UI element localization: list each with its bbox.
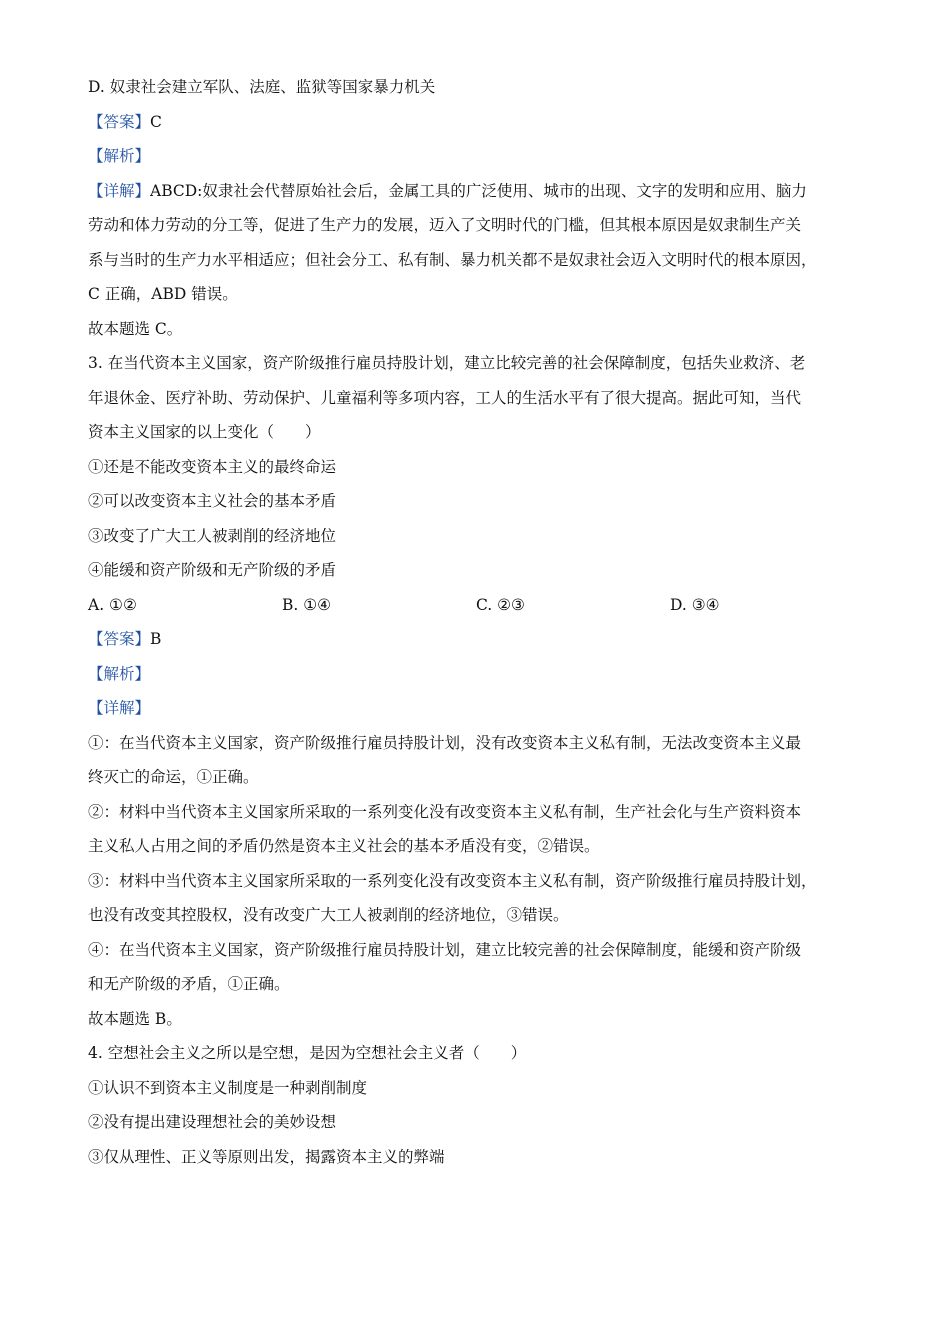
q2-detail-line: C 正确，ABD 错误。 — [88, 285, 238, 303]
q4-stem: 4. 空想社会主义之所以是空想，是因为空想社会主义者（ ） — [88, 1044, 527, 1062]
q3-option-d: D. ③④ — [670, 595, 720, 614]
q3-explanation-line: 终灭亡的命运，①正确。 — [88, 768, 259, 786]
q3-option-b: B. ①④ — [282, 595, 332, 614]
q2-detail-line: 劳动和体力劳动的分工等，促进了生产力的发展，迈入了文明时代的门槛，但其根本原因是奴隶制生产关 — [88, 216, 802, 234]
q3-explanation-line: ③：材料中当代资本主义国家所采取的一系列变化没有改变资本主义私有制，资产阶级推行雇员持股计划， — [88, 871, 817, 890]
q3-explanation-line: ②：材料中当代资本主义国家所采取的一系列变化没有改变资本主义私有制，生产社会化与生产资料资本 — [88, 802, 802, 821]
document-page — [88, 70, 868, 1174]
q2-conclusion: 故本题选 C。 — [88, 319, 183, 338]
q2-analysis-tag: 【解析】 — [88, 147, 151, 165]
answer-value: B — [150, 630, 162, 648]
q3-analysis-tag: 【解析】 — [88, 664, 151, 683]
q3-statement: ①还是不能改变资本主义的最终命运 — [88, 457, 337, 476]
q3-statement: ③改变了广大工人被剥削的经济地位 — [88, 526, 337, 545]
q3-statement: ④能缓和资产阶级和无产阶级的矛盾 — [88, 561, 337, 579]
q3-explanation-line: 也没有改变其控股权，没有改变广大工人被剥削的经济地位，③错误。 — [88, 906, 569, 924]
q2-answer — [88, 105, 868, 140]
q3-stem-line: 年退休金、医疗补助、劳动保护、儿童福利等多项内容，工人的生活水平有了很大提高。据此可知，当代 — [88, 388, 802, 407]
q3-detail-tag: 【详解】 — [88, 699, 151, 717]
detail-tag: 【详解】 — [88, 181, 151, 200]
q3-conclusion: 故本题选 B。 — [88, 1009, 182, 1028]
q3-options — [88, 588, 868, 623]
q3-explanation-line: 主义私人占用之间的矛盾仍然是资本主义社会的基本矛盾没有变，②错误。 — [88, 837, 600, 855]
answer-tag: 【答案】 — [88, 112, 151, 131]
q3-option-c: C. ②③ — [476, 595, 525, 614]
answer-value: C — [150, 112, 162, 131]
q2-detail-line — [88, 174, 868, 209]
q3-answer — [88, 622, 868, 657]
q3-explanation-line: ①：在当代资本主义国家，资产阶级推行雇员持股计划，没有改变资本主义私有制，无法改变资本主义最 — [88, 733, 802, 752]
q2-detail-line: 系与当时的生产力水平相适应；但社会分工、私有制、暴力机关都不是奴隶社会迈入文明时代的根本原因， — [88, 250, 817, 269]
q4-statement: ①认识不到资本主义制度是一种剥削制度 — [88, 1078, 368, 1097]
q2-option-d: D. 奴隶社会建立军队、法庭、监狱等国家暴力机关 — [88, 78, 436, 96]
q3-option-a: A. ①② — [88, 595, 137, 614]
q3-stem-line: 资本主义国家的以上变化（ ） — [88, 423, 321, 441]
q3-explanation-line: 和无产阶级的矛盾，①正确。 — [88, 975, 290, 993]
q3-explanation-line: ④：在当代资本主义国家，资产阶级推行雇员持股计划，建立比较完善的社会保障制度，能缓和资产阶级 — [88, 940, 802, 959]
q3-stem-line: 3. 在当代资本主义国家，资产阶级推行雇员持股计划，建立比较完善的社会保障制度，包括失业救济、老 — [88, 354, 806, 372]
q4-statement: ③仅从理性、正义等原则出发，揭露资本主义的弊端 — [88, 1147, 445, 1166]
answer-tag: 【答案】 — [88, 630, 151, 648]
detail-text: ABCD:奴隶社会代替原始社会后，金属工具的广泛使用、城市的出现、文字的发明和应用、脑力 — [150, 181, 807, 200]
q4-statement: ②没有提出建设理想社会的美妙设想 — [88, 1113, 337, 1131]
q3-statement: ②可以改变资本主义社会的基本矛盾 — [88, 492, 337, 510]
